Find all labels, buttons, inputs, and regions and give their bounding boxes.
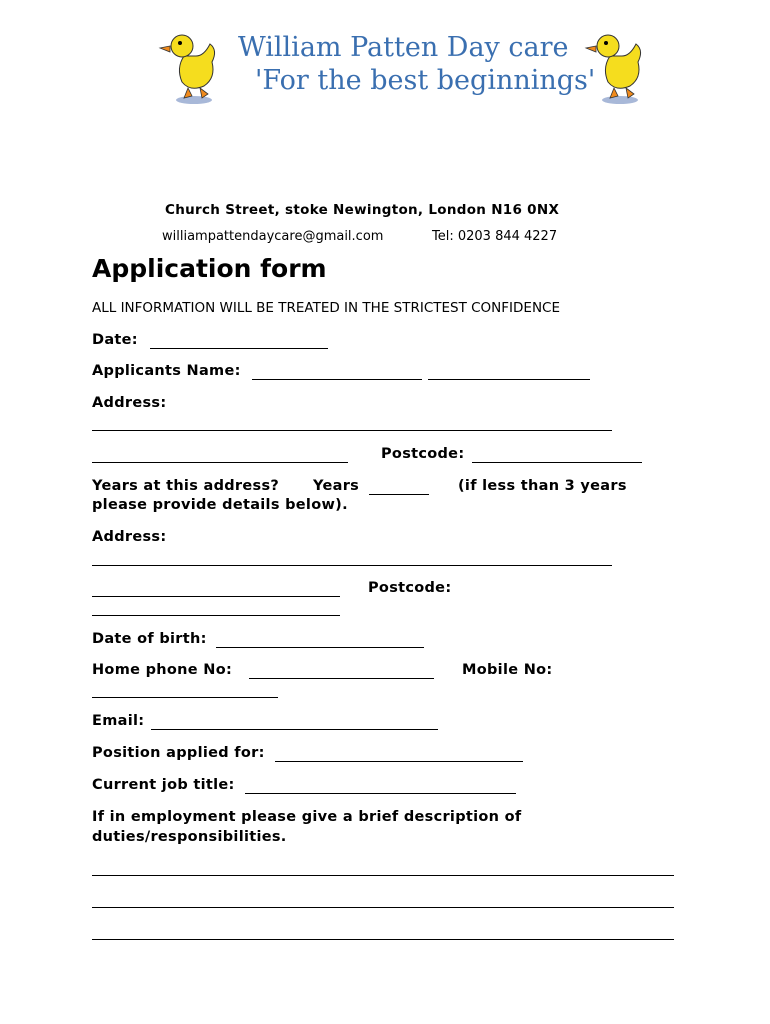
- duties-line-1-field[interactable]: [92, 875, 674, 876]
- position-field[interactable]: [275, 761, 523, 762]
- email-field[interactable]: [151, 729, 438, 730]
- org-phone: Tel: 0203 844 4227: [432, 229, 558, 244]
- duck-logo-left-icon: [156, 26, 228, 116]
- applicant-last-name-field[interactable]: [428, 379, 590, 380]
- prev-postcode-label: Postcode:: [368, 580, 452, 596]
- years-label: Years: [313, 478, 360, 494]
- address-line-1-field[interactable]: [92, 430, 612, 431]
- years-note: (if less than 3 years: [458, 478, 627, 494]
- confidentiality-notice: ALL INFORMATION WILL BE TREATED IN THE STRICTEST CONFIDENCE: [92, 300, 561, 316]
- org-title: William Patten Day care: [238, 32, 569, 63]
- mobile-field[interactable]: [92, 697, 278, 698]
- postcode-label: Postcode:: [381, 446, 465, 462]
- duties-line-2-field[interactable]: [92, 907, 674, 908]
- position-label: Position applied for:: [92, 745, 265, 761]
- org-email: williampattendaycare@gmail.com: [162, 229, 384, 244]
- mobile-label: Mobile No:: [462, 662, 553, 678]
- prev-address-line-3-field[interactable]: [92, 615, 340, 616]
- prev-address-line-2-field[interactable]: [92, 596, 340, 597]
- home-phone-field[interactable]: [249, 678, 434, 679]
- org-tagline: 'For the best beginnings': [255, 65, 596, 96]
- email-label: Email:: [92, 713, 145, 729]
- years-note-cont: please provide details below).: [92, 497, 348, 513]
- dob-label: Date of birth:: [92, 631, 207, 647]
- address-line-2-field[interactable]: [92, 462, 348, 463]
- applicant-name-label: Applicants Name:: [92, 363, 241, 379]
- applicant-first-name-field[interactable]: [252, 379, 422, 380]
- date-field[interactable]: [150, 348, 328, 349]
- date-label: Date:: [92, 332, 138, 348]
- home-phone-label: Home phone No:: [92, 662, 233, 678]
- duties-line-3-field[interactable]: [92, 939, 674, 940]
- years-field[interactable]: [369, 494, 429, 495]
- job-title-label: Current job title:: [92, 777, 235, 793]
- duties-label: If in employment please give a brief description of: [92, 809, 522, 825]
- address-label: Address:: [92, 395, 167, 411]
- prev-address-label: Address:: [92, 529, 167, 545]
- dob-field[interactable]: [216, 647, 424, 648]
- duties-label-cont: duties/responsibilities.: [92, 829, 287, 845]
- years-question: Years at this address?: [92, 478, 280, 494]
- prev-address-line-1-field[interactable]: [92, 565, 612, 566]
- job-title-field[interactable]: [245, 793, 516, 794]
- postcode-field[interactable]: [472, 462, 642, 463]
- form-heading: Application form: [92, 254, 327, 283]
- org-address: Church Street, stoke Newington, London N16 0NX: [165, 202, 560, 218]
